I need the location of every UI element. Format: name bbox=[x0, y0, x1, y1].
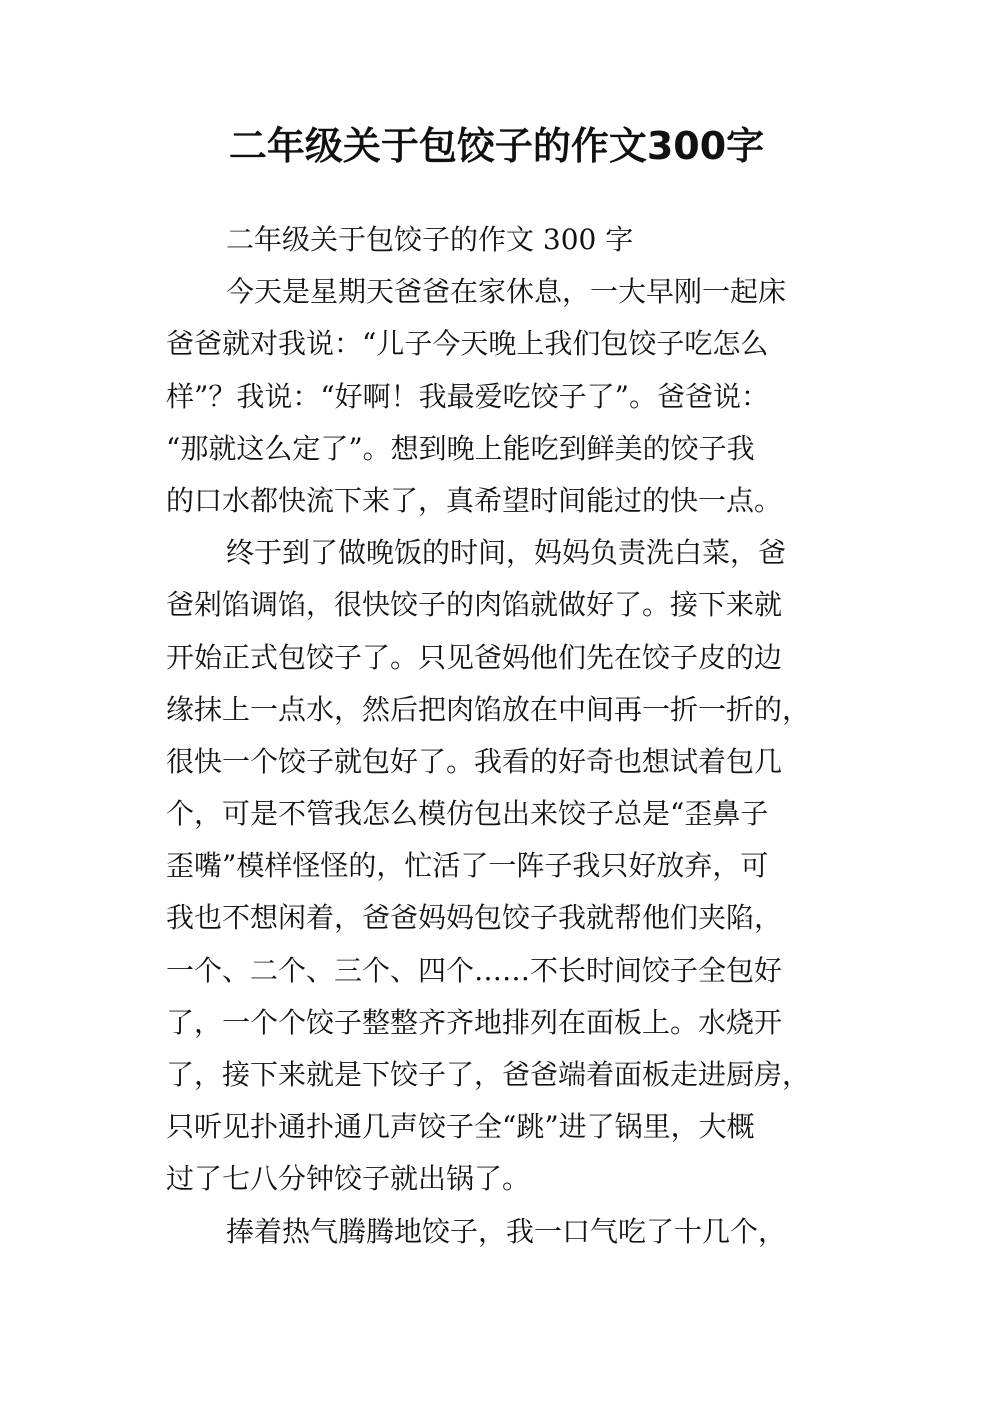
paragraph-3 bbox=[166, 1206, 838, 1258]
text-line: 了，一个个饺子整整齐齐地排列在面板上。水烧开 bbox=[166, 1005, 783, 1039]
text-line: 了，接下来就是下饺子了，爸爸端着面板走进厨房， bbox=[166, 1058, 811, 1091]
paragraph-subtitle bbox=[166, 214, 838, 266]
text-line: 缘抹上一点水，然后把肉馅放在中间再一折一折的， bbox=[166, 692, 811, 726]
text-line: 我也不想闲着，爸爸妈妈包饺子我就帮他们夹陷， bbox=[166, 901, 783, 935]
text-line: 捧着热气腾腾地饺子，我一口气吃了十几个， bbox=[226, 1214, 787, 1248]
document-body bbox=[166, 214, 838, 1258]
text-line: 终于到了做晚饭的时间，妈妈负责洗白菜，爸 bbox=[226, 536, 787, 570]
text-line: 只听见扑通扑通几声饺子全“跳”进了锅里，大概 bbox=[166, 1110, 755, 1144]
text-line: 一个、二个、三个、四个……不长时间饺子全包好 bbox=[166, 953, 783, 987]
document-title: 二年级关于包饺子的作文300字 bbox=[228, 124, 765, 168]
text-line: 过了七八分钟饺子就出锅了。 bbox=[166, 1162, 531, 1196]
paragraph-2 bbox=[166, 527, 838, 1205]
text-line: 的口水都快流下来了，真希望时间能过的快一点。 bbox=[166, 483, 783, 517]
text-line: 二年级关于包饺子的作文 300 字 bbox=[226, 223, 634, 256]
text-line: “那就这么定了”。想到晚上能吃到鲜美的饺子我 bbox=[166, 431, 755, 465]
text-line: 今天是星期天爸爸在家休息，一大早刚一起床 bbox=[226, 275, 787, 309]
text-line: 个，可是不管我怎么模仿包出来饺子总是“歪鼻子 bbox=[166, 797, 769, 831]
text-line: 很快一个饺子就包好了。我看的好奇也想试着包几 bbox=[166, 744, 783, 778]
paragraph-1 bbox=[166, 266, 838, 527]
text-line: 爸剁馅调馅，很快饺子的肉馅就做好了。接下来就 bbox=[166, 588, 783, 622]
text-line: 样”？我说：“好啊！我最爱吃饺子了”。爸爸说： bbox=[166, 379, 769, 413]
text-line: 开始正式包饺子了。只见爸妈他们先在饺子皮的边 bbox=[166, 640, 783, 674]
text-line: 爸爸就对我说：“儿子今天晚上我们包饺子吃怎么 bbox=[166, 327, 769, 361]
text-line: 歪嘴”模样怪怪的，忙活了一阵子我只好放弃，可 bbox=[166, 849, 769, 883]
